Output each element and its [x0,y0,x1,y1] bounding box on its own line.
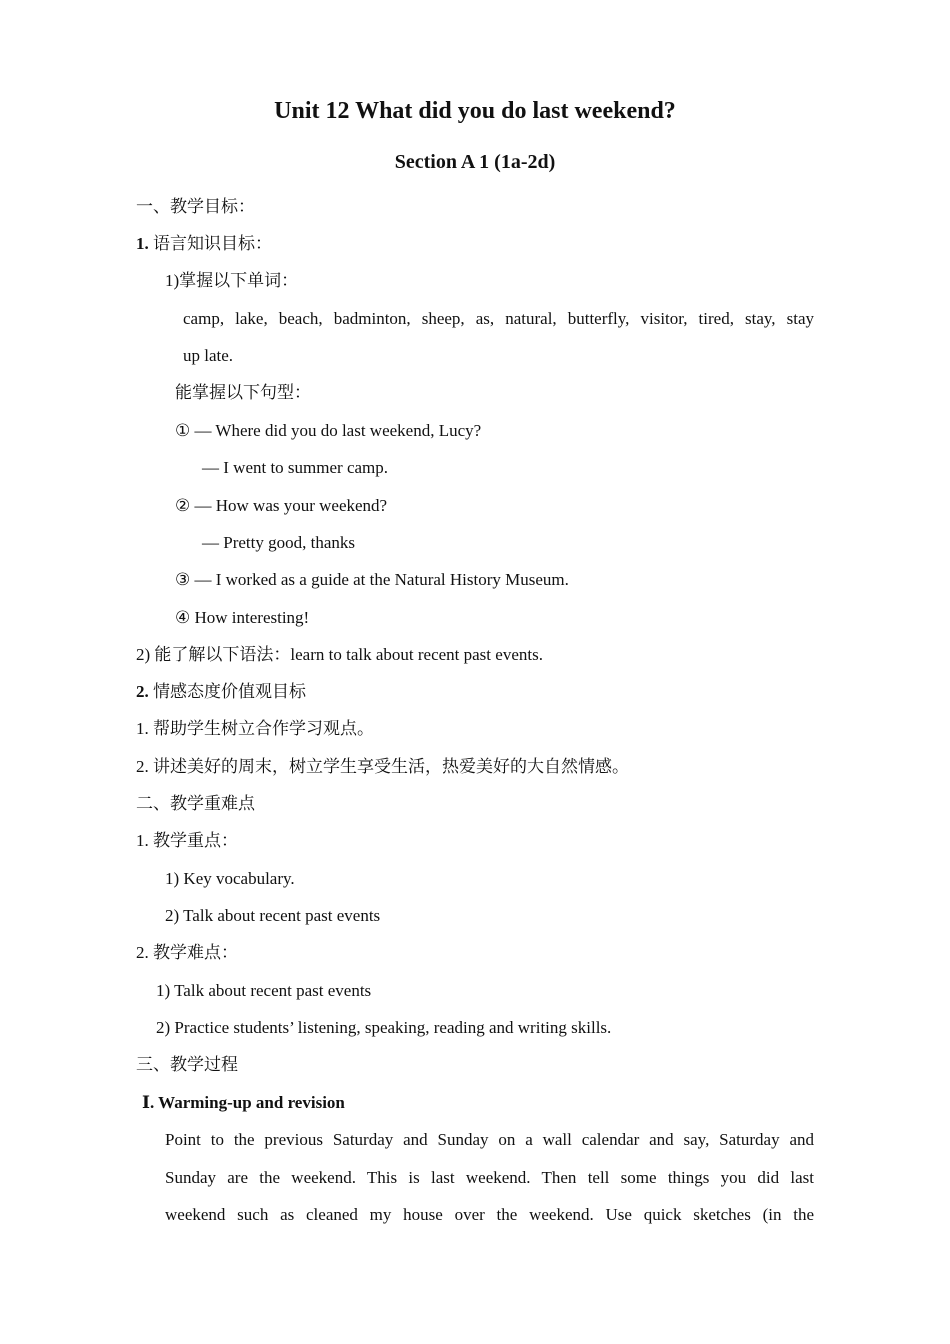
step-1-heading: Ⅰ. Warming-up and revision [142,1093,345,1112]
sentence-3: ③ — I worked as a guide at the Natural History Museum. [175,570,569,589]
vocab-line-2: up late. [183,346,234,365]
key-points-heading: 1. 教学重点： [136,831,238,850]
difficult-points-heading: 2. 教学难点： [136,943,238,962]
objective-item-2-number: 2. [136,682,149,701]
sentence-1-question: ① — Where did you do last weekend, Lucy? [175,421,482,440]
objective-item-1-number: 1. [136,234,149,253]
difficult-point-1: 1) Talk about recent past events [156,981,372,1000]
paragraph-line-2: Sunday are the weekend. This is last weekend. Then tell some things you did last [165,1168,814,1187]
affective-goal-1: 1. 帮助学生树立合作学习观点。 [136,719,374,738]
vocab-subheading: 1)掌握以下单词： [165,271,299,290]
vocab-line-1: camp, lake, beach, badminton, sheep, as, natural, butterfly, visitor, tired, stay, stay [183,309,814,328]
grammar-subheading: 2) 能了解以下语法：learn to talk about recent past events. [136,645,543,664]
sentence-intro: 能掌握以下句型： [175,383,311,402]
sentence-4: ④ How interesting! [175,608,310,627]
section-heading-objectives: 一、教学目标： [136,197,255,216]
difficult-point-2: 2) Practice students’ listening, speaking, reading and writing skills. [156,1018,612,1037]
document-title: Unit 12 What did you do last weekend? [274,98,676,124]
section-heading-procedure: 三、教学过程 [136,1055,238,1074]
sentence-2-question: ② — How was your weekend? [175,496,388,515]
section-heading-key-points: 二、教学重难点 [136,794,255,813]
key-point-1: 1) Key vocabulary. [165,869,295,888]
paragraph-line-3: weekend such as cleaned my house over the weekend. Use quick sketches (in the [165,1205,814,1224]
objective-item-2-text: 情感态度价值观目标 [153,682,306,701]
sentence-1-answer: — I went to summer camp. [202,458,389,477]
objective-item-2 [136,681,306,703]
key-point-2: 2) Talk about recent past events [165,906,381,925]
objective-item-1 [136,233,272,255]
document-subtitle: Section A 1 (1a-2d) [394,151,556,173]
objective-item-1-text: 语言知识目标： [153,234,272,253]
affective-goal-2: 2. 讲述美好的周末，树立学生享受生活，热爱美好的大自然情感。 [136,757,629,776]
sentence-2-answer: — Pretty good, thanks [202,533,355,552]
paragraph-line-1: Point to the previous Saturday and Sunday on a wall calendar and say, Saturday and [165,1130,814,1149]
